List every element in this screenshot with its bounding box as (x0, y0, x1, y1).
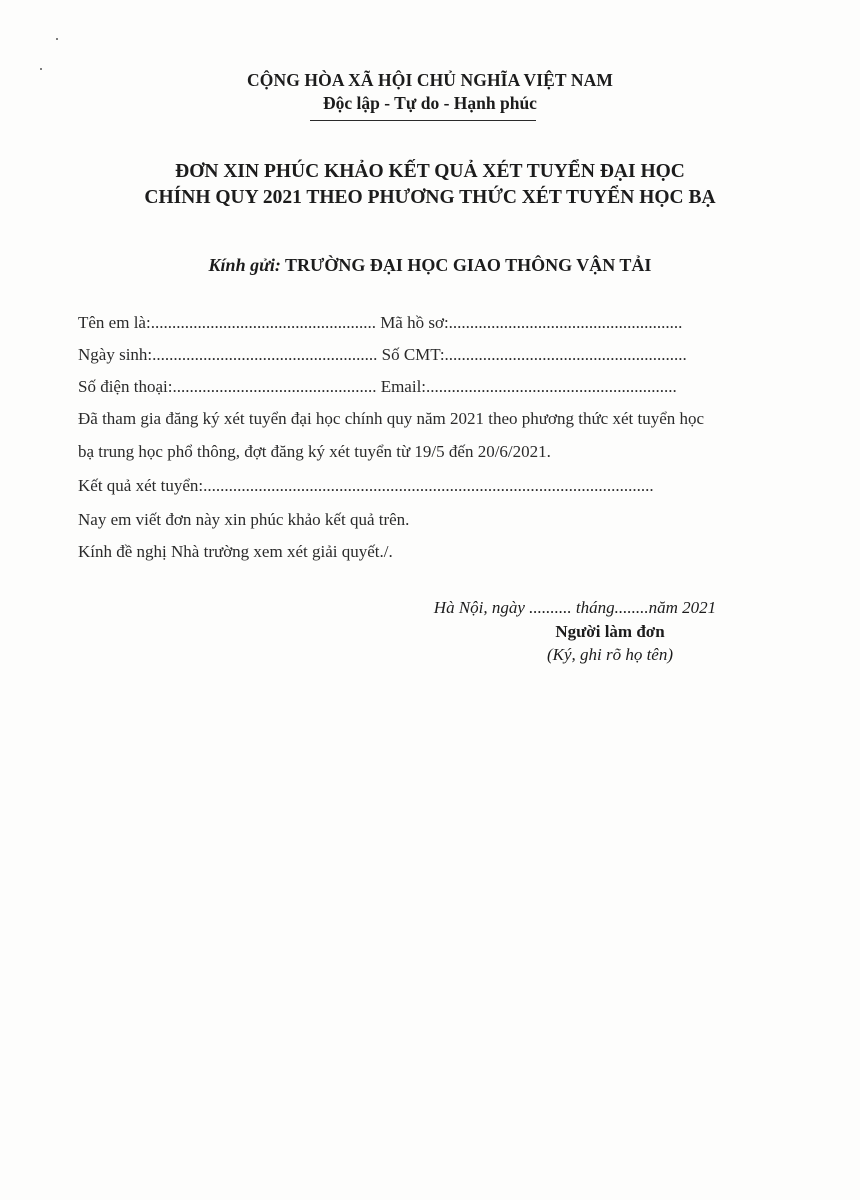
place-date-line: Hà Nội, ngày .......... tháng........năm 2021 (433, 598, 717, 617)
recipient-line (0, 255, 860, 276)
national-motto: Độc lập - Tự do - Hạnh phúc (323, 93, 537, 113)
closing-statement: Kính đề nghị Nhà trường xem xét giải quyết./. (78, 542, 393, 561)
recipient-label: Kính gửi: (208, 255, 281, 275)
body-paragraph-line-1: Đã tham gia đăng ký xét tuyển đại học chính quy năm 2021 theo phương thức xét tuyển học (78, 409, 705, 428)
scan-speck (56, 38, 58, 40)
national-header: CỘNG HÒA XÃ HỘI CHỦ NGHĨA VIỆT NAM (247, 70, 613, 90)
recipient-name: TRƯỜNG ĐẠI HỌC GIAO THÔNG VẬN TẢI (285, 255, 652, 275)
signature-instruction: (Ký, ghi rõ họ tên) (546, 645, 674, 664)
field-admission-result: Kết quả xét tuyển:.......................................................................................................... (78, 476, 654, 495)
field-phone-email: Số điện thoại:................................................ Email:........................................................... (78, 377, 677, 396)
field-dob-id: Ngày sinh:..................................................... Số CMT:......................................................... (78, 345, 687, 364)
field-name-record: Tên em là:..................................................... Mã hồ sơ:....................................................... (78, 313, 683, 332)
signer-title: Người làm đơn (555, 622, 665, 641)
request-statement: Nay em viết đơn này xin phúc khảo kết quả trên. (78, 510, 410, 529)
body-paragraph-line-2: bạ trung học phổ thông, đợt đăng ký xét tuyển từ 19/5 đến 20/6/2021. (78, 442, 551, 461)
form-title-line-1: ĐƠN XIN PHÚC KHẢO KẾT QUẢ XÉT TUYỂN ĐẠI HỌC (175, 161, 685, 182)
form-title-line-2: CHÍNH QUY 2021 THEO PHƯƠNG THỨC XÉT TUYỂN HỌC BẠ (144, 187, 716, 208)
motto-underline (310, 120, 536, 121)
